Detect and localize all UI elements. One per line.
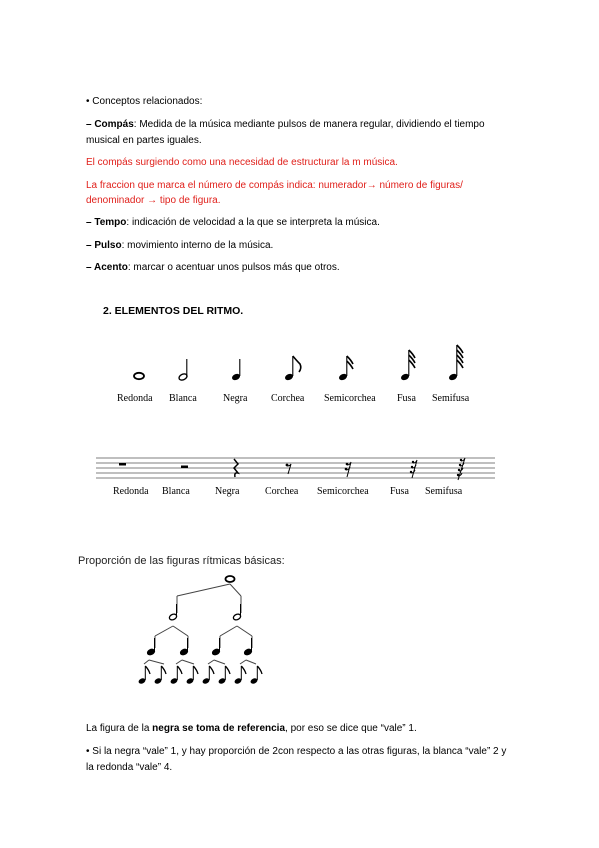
note-label: Semifusa bbox=[432, 393, 470, 404]
note-label: Fusa bbox=[397, 393, 416, 404]
note-label: Redonda bbox=[117, 393, 153, 404]
redonda-rest-icon bbox=[119, 463, 126, 466]
tempo-def: : indicación de velocidad a la que se interpreta la música. bbox=[126, 217, 380, 228]
tree-corchea-flag bbox=[257, 666, 262, 674]
ref-text-bold: negra se toma de referencia bbox=[152, 723, 286, 734]
tempo-term: – Tempo bbox=[86, 217, 127, 228]
tree-corchea-flag bbox=[241, 666, 246, 674]
tree-corchea-flag bbox=[177, 666, 182, 674]
note-label: Corchea bbox=[271, 393, 305, 404]
tree-corchea-flag bbox=[145, 666, 150, 674]
note-label: Negra bbox=[223, 393, 248, 404]
rest-label: Corchea bbox=[265, 486, 299, 497]
tree-corchea-flag bbox=[225, 666, 230, 674]
ref-text-a: La figura de la bbox=[86, 723, 153, 734]
tree-blanca-icon bbox=[168, 604, 241, 621]
section-title: 2. ELEMENTOS DEL RITMO. bbox=[103, 305, 244, 317]
pulso-def: : movimiento interno de la música. bbox=[121, 240, 274, 251]
ref-text-c: , por eso se dice que “vale” 1. bbox=[285, 723, 417, 734]
red-note-3: denominador → tipo de figura. bbox=[86, 195, 221, 206]
corchea-rest-icon bbox=[286, 464, 291, 474]
rest-label: Fusa bbox=[390, 486, 409, 497]
rest-label: Semicorchea bbox=[317, 486, 369, 497]
red-note-1: El compás surgiendo como una necesidad de estructurar la m música. bbox=[86, 157, 398, 168]
rest-label: Semifusa bbox=[425, 486, 463, 497]
compas-term: – Compás bbox=[86, 119, 134, 130]
semicorchea-note-icon bbox=[338, 356, 353, 381]
proportion-title: Proporción de las figuras rítmicas básicas: bbox=[78, 555, 285, 567]
reference-paragraph-2-line1: • Si la negra “vale” 1, y hay proporción de 2con respecto a las otras figuras, la blanca “vale” 2 y bbox=[86, 746, 507, 757]
blanca-rest-icon bbox=[181, 466, 188, 469]
semifusa-rest-icon bbox=[457, 458, 465, 480]
note-label: Blanca bbox=[169, 393, 197, 404]
semifusa-note-icon bbox=[448, 345, 463, 381]
acento-term: – Acento bbox=[86, 262, 128, 273]
redonda-note-icon bbox=[134, 373, 144, 379]
tree-redonda-icon bbox=[226, 576, 235, 582]
rest-label: Redonda bbox=[113, 486, 149, 497]
blanca-note-icon bbox=[178, 359, 188, 381]
tree-corchea-flag bbox=[193, 666, 198, 674]
tree-corchea-icons bbox=[138, 666, 262, 685]
tree-corchea-flag bbox=[161, 666, 166, 674]
pulso-term: – Pulso bbox=[86, 240, 122, 251]
staff-lines bbox=[96, 458, 495, 478]
semicorchea-rest-icon bbox=[345, 462, 351, 477]
rest-label: Negra bbox=[215, 486, 240, 497]
compas-def-line1: : Medida de la música mediante pulsos de manera regular, dividiendo el tiempo bbox=[133, 119, 485, 130]
tree-negra-icon bbox=[146, 638, 252, 656]
acento-def: : marcar o acentuar unos pulsos más que otros. bbox=[127, 262, 340, 273]
proportion-tree bbox=[144, 584, 256, 664]
fusa-note-icon bbox=[400, 350, 415, 381]
note-label: Semicorchea bbox=[324, 393, 376, 404]
concepts-heading: • Conceptos relacionados: bbox=[86, 96, 203, 107]
compas-def-line2: musical en partes iguales. bbox=[86, 135, 202, 146]
rest-label: Blanca bbox=[162, 486, 190, 497]
corchea-note-icon bbox=[284, 356, 301, 381]
reference-paragraph-1 bbox=[86, 721, 526, 736]
reference-paragraph-2-line2: la redonda “vale” 4. bbox=[86, 762, 173, 773]
red-note-2: La fraccion que marca el número de compás indica: numerador→ número de figuras/ bbox=[86, 180, 463, 191]
tree-corchea-flag bbox=[209, 666, 214, 674]
negra-note-icon bbox=[231, 359, 241, 381]
